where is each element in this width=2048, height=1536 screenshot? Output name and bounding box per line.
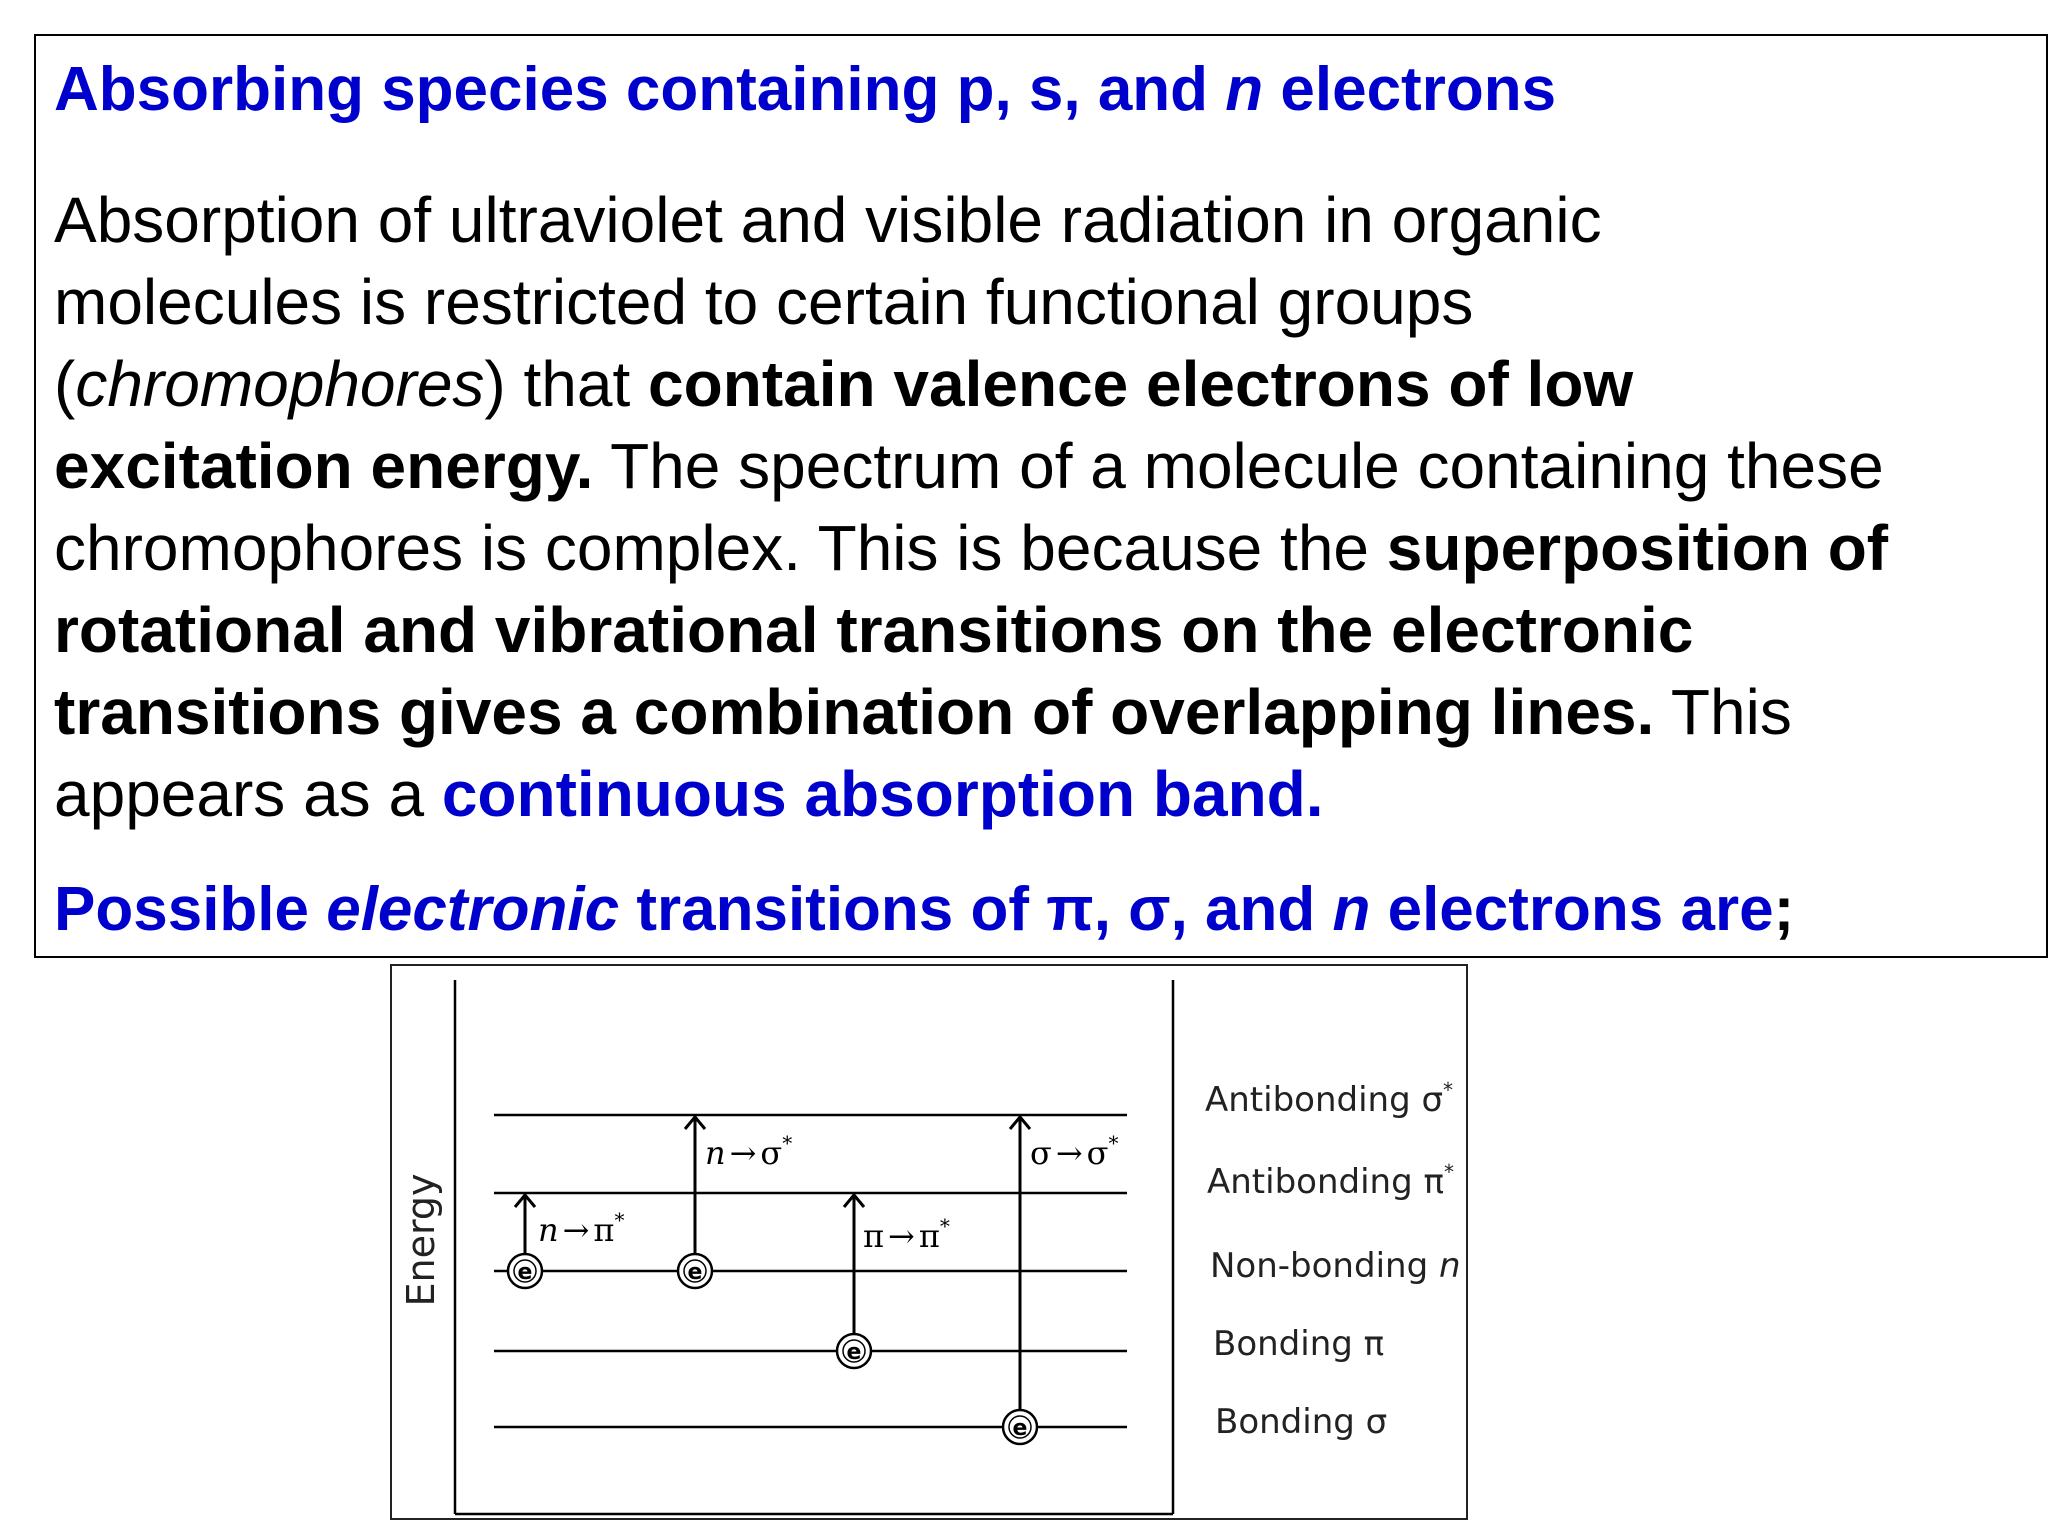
chromophores-term: chromophores	[75, 348, 485, 420]
electron-icon	[1003, 1410, 1037, 1444]
paragraph-line-8	[54, 753, 2039, 835]
level-labels	[1205, 1078, 1461, 1442]
line4-text: The spectrum of a molecule containing these	[593, 430, 1884, 502]
label-pi-to-pi-star: π → π*	[863, 1214, 950, 1255]
line3-open-paren: (	[54, 348, 76, 420]
slide-title	[54, 55, 1556, 125]
line1-text: Absorption of ultraviolet and visible radiation in organic	[54, 184, 1602, 256]
subheading-text-3: electrons are	[1370, 875, 1774, 944]
transitions-heading	[54, 875, 1794, 945]
electron-symbol: e	[1012, 1416, 1028, 1441]
line3-bold-text: contain valence electrons of low	[648, 348, 1634, 420]
electrons	[508, 1254, 1037, 1444]
line7-text: This	[1654, 676, 1792, 748]
line8-text: appears as a	[54, 758, 442, 830]
body-paragraph	[54, 179, 2039, 835]
paragraph-line-2	[54, 261, 2039, 343]
label-bonding-pi: Bonding π	[1213, 1324, 1385, 1364]
diagram-svg	[392, 966, 1466, 1518]
subheading-text-2: transitions of π, σ, and	[619, 875, 1333, 944]
paragraph-line-7	[54, 671, 2039, 753]
subheading-italic-n: n	[1332, 875, 1371, 944]
electron-icon	[508, 1254, 542, 1288]
label-n-to-pi-star: n → π*	[538, 1208, 625, 1249]
electron-symbol: e	[846, 1340, 862, 1365]
electron-icon	[837, 1334, 871, 1368]
title-text-end: electrons	[1263, 55, 1557, 124]
continuous-band-highlight: continuous absorption band.	[441, 758, 1324, 830]
subheading-text-1: Possible	[54, 875, 327, 944]
paragraph-line-3	[54, 343, 2039, 425]
electron-icon	[678, 1254, 712, 1288]
line5-bold-text: superposition of	[1386, 512, 1889, 584]
subheading-italic-electronic: electronic	[326, 875, 620, 944]
label-antibonding-pi: Antibonding π*	[1207, 1160, 1454, 1202]
label-sigma-to-sigma-star: σ → σ*	[1030, 1131, 1119, 1172]
paragraph-line-4	[54, 425, 2039, 507]
paragraph-line-6	[54, 589, 2039, 671]
subheading-semicolon: ;	[1773, 875, 1795, 944]
line2-text: molecules is restricted to certain functional groups	[54, 266, 1474, 338]
line4-bold-text: excitation energy.	[54, 430, 594, 502]
energy-level-diagram	[390, 964, 1468, 1520]
label-n-to-sigma-star: n → σ*	[705, 1131, 793, 1172]
label-non-bonding-n: Non-bonding n	[1210, 1246, 1461, 1286]
line6-bold-text: rotational and vibrational transitions on the electronic	[54, 594, 1694, 666]
line5-text: chromophores is complex. This is because the	[54, 512, 1387, 584]
paragraph-line-1	[54, 179, 2039, 261]
line3-close-paren: ) that	[484, 348, 649, 420]
paragraph-line-5	[54, 507, 2039, 589]
electron-symbol: e	[517, 1260, 533, 1285]
electron-symbol: e	[687, 1260, 703, 1285]
energy-axis-label: Energy	[399, 1173, 443, 1307]
title-text: Absorbing species containing p, s, and	[54, 55, 1226, 124]
line7-bold-text: transitions gives a combination of overlapping lines.	[54, 676, 1655, 748]
label-bonding-sigma: Bonding σ	[1215, 1402, 1388, 1442]
label-antibonding-sigma: Antibonding σ*	[1205, 1078, 1454, 1120]
title-italic-n: n	[1225, 55, 1264, 124]
